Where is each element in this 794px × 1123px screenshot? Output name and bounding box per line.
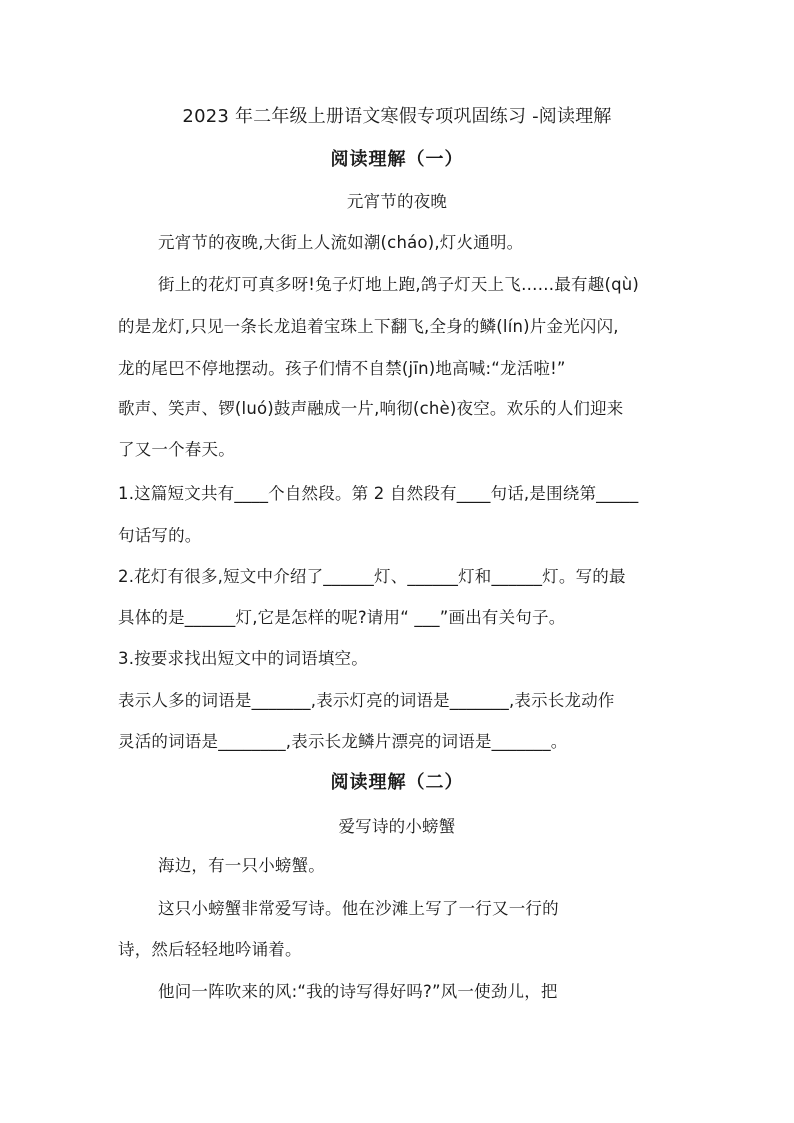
story-title-1: 元宵节的夜晚 <box>346 192 448 211</box>
paragraph-line: 元宵节的夜晚,大街上人流如潮(cháo),灯火通明。 <box>158 233 524 252</box>
question-line: 句话写的。 <box>118 526 202 545</box>
question-line: 表示人多的词语是_______,表示灯亮的词语是_______,表示长龙动作 <box>118 691 615 710</box>
paragraph-line: 诗，然后轻轻地吟诵着。 <box>118 940 302 959</box>
question-line: 2.花灯有很多,短文中介绍了______灯、______灯和______灯。写的最 <box>118 567 626 586</box>
question-line: 1.这篇短文共有____个自然段。第 2 自然段有____句话,是围绕第_____ <box>118 484 639 503</box>
question-line: 具体的是______灯,它是怎样的呢?请用“ ___”画出有关句子。 <box>118 608 566 627</box>
paragraph-line: 他问一阵吹来的风:“我的诗写得好吗?”风一使劲儿，把 <box>158 982 558 1001</box>
paragraph-line: 的是龙灯,只见一条长龙追着宝珠上下翻飞,全身的鳞(lín)片金光闪闪, <box>118 317 619 336</box>
section-heading-2: 阅读理解（二） <box>330 772 464 793</box>
document-title: 2023 年二年级上册语文寒假专项巩固练习 -阅读理解 <box>182 106 612 127</box>
question-line: 3.按要求找出短文中的词语填空。 <box>118 649 368 668</box>
paragraph-line: 龙的尾巴不停地摆动。孩子们情不自禁(jīn)地高喊:“龙活啦!” <box>118 359 566 378</box>
paragraph-line: 这只小螃蟹非常爱写诗。他在沙滩上写了一行又一行的 <box>158 899 559 918</box>
paragraph-line: 了又一个春天。 <box>118 440 235 459</box>
paragraph-line: 海边，有一只小螃蟹。 <box>158 856 325 875</box>
story-title-2: 爱写诗的小螃蟹 <box>338 817 456 836</box>
paragraph-line: 街上的花灯可真多呀!兔子灯地上跑,鸽子灯天上飞……最有趣(qù) <box>158 275 640 294</box>
paragraph-line: 歌声、笑声、锣(luó)鼓声融成一片,响彻(chè)夜空。欢乐的人们迎来 <box>118 399 624 418</box>
question-line: 灵活的词语是________,表示长龙鳞片漂亮的词语是_______。 <box>118 732 568 751</box>
section-heading-1: 阅读理解（一） <box>330 149 464 170</box>
